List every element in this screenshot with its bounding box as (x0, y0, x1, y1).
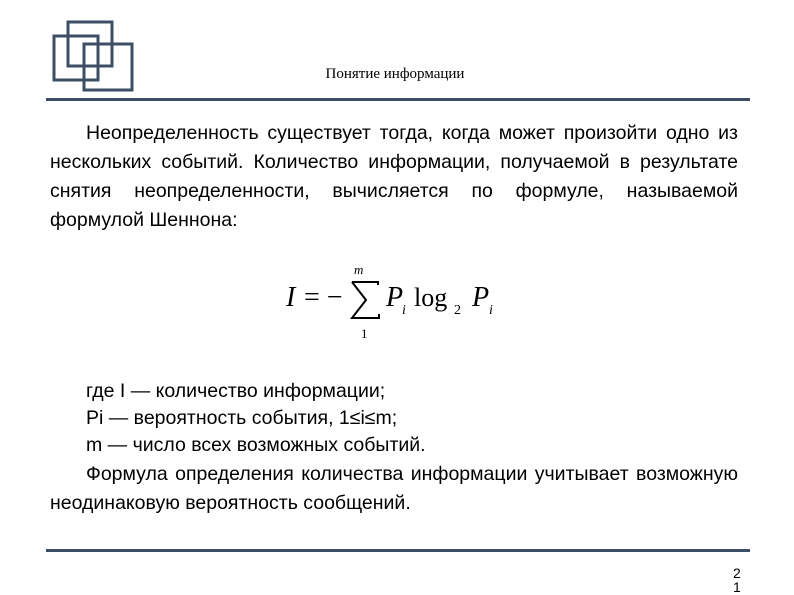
formula-equals-minus: = − (304, 282, 343, 313)
slide-title: Понятие информации (325, 66, 465, 82)
formula-term2: P (472, 282, 490, 313)
formula-term1-sub: i (402, 303, 406, 318)
top-divider (46, 98, 750, 101)
definition-item: m — число всех возможных событий. (86, 434, 426, 456)
conclusion-paragraph: Формула определения количества информации учитывает возможную неодинаковую вероятность сообщений. (50, 463, 738, 514)
formula-term2-sub: i (489, 303, 493, 318)
formula-sum-lower: 1 (361, 326, 368, 341)
formula-term1: P (386, 282, 404, 313)
logo-squares-icon (52, 18, 138, 94)
formula-lhs: I (286, 282, 296, 313)
formula-sum-upper: m (354, 262, 364, 277)
sigma-icon (352, 282, 379, 318)
definition-item: Pi — вероятность события, 1≤i≤m; (86, 407, 398, 429)
formula-log: log (414, 283, 448, 312)
bottom-divider (46, 549, 750, 552)
definition-item: где I — количество информации; (86, 380, 386, 402)
formula-log-base: 2 (454, 303, 461, 318)
shannon-formula (286, 262, 526, 342)
page-number: 21 (733, 565, 741, 595)
intro-paragraph: Неопределенность существует тогда, когда может произойти одно из нескольких событий. Количество информации, получаемой в результате снятия неопределенности, вычисляется по формуле, называемой формулой Шеннона: (50, 122, 738, 231)
